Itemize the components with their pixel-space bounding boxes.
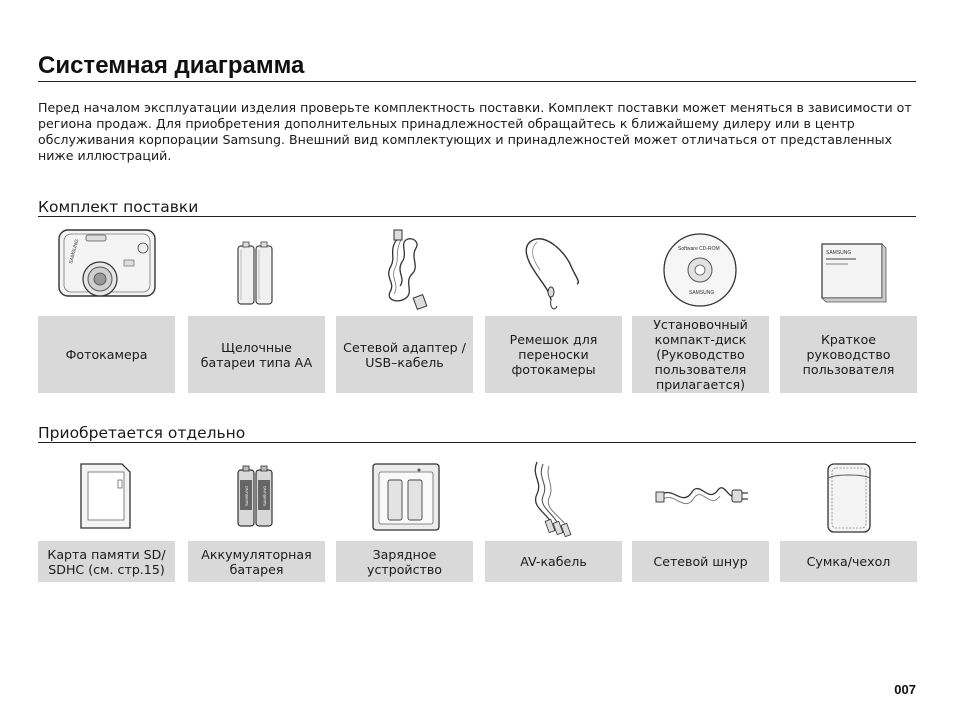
charger-icon (336, 456, 473, 544)
battery-brand-text-1: SAMSUNG (244, 485, 249, 506)
av-cable-icon (485, 456, 622, 544)
label-case: Сумка/чехол (780, 541, 917, 582)
label-av-cable: AV-кабель (485, 541, 622, 582)
strap-icon (485, 226, 622, 314)
included-divider (38, 216, 916, 217)
label-power-cord: Сетевой шнур (632, 541, 769, 582)
camera-icon (38, 226, 175, 314)
batteries-icon (188, 226, 325, 314)
label-quick-guide: Краткое руководство пользователя (780, 316, 917, 393)
label-strap: Ремешок для переноски фотокамеры (485, 316, 622, 393)
quick-guide-icon (780, 226, 917, 314)
power-cord-icon (632, 456, 769, 544)
label-batteries: Щелочные батареи типа AA (188, 316, 325, 393)
camera-brand-text: SAMSUNG (68, 238, 81, 265)
optional-divider (38, 442, 916, 443)
label-rechargeable-battery: Аккумуляторная батарея (188, 541, 325, 582)
case-icon (780, 456, 917, 544)
intro-paragraph: Перед началом эксплуатации изделия проверьте комплектность поставки. Комплект поставки может меняться в зависимости от региона продаж. Для приобретения дополнительных принадлежностей обращайтесь к ближайшему дилеру или в центр обслуживания корпорации Samsung. Внешний вид комплектующих и принадлежностей может отличаться от представленных ниже иллюстраций. (38, 100, 912, 163)
optional-heading: Приобретается отдельно (38, 424, 246, 442)
label-sd-card: Карта памяти SD/ SDHC (см. стр.15) (38, 541, 175, 582)
label-usb-cable: Сетевой адаптер / USB–кабель (336, 316, 473, 393)
guide-brand-text: SAMSUNG (826, 250, 852, 256)
title-divider (38, 81, 916, 82)
page-number: 007 (894, 682, 916, 697)
battery-brand-text-2: SAMSUNG (262, 485, 267, 506)
label-charger: Зарядное устройство (336, 541, 473, 582)
included-heading: Комплект поставки (38, 198, 199, 216)
cd-title-text: Software CD-ROM (678, 246, 720, 252)
cd-brand-text: SAMSUNG (689, 290, 715, 296)
cd-rom-icon (632, 226, 769, 314)
usb-cable-icon (336, 226, 473, 314)
page-title: Системная диаграмма (38, 52, 305, 79)
label-camera: Фотокамера (38, 316, 175, 393)
sd-card-icon (38, 456, 175, 544)
rechargeable-battery-icon (188, 456, 325, 544)
label-cd-rom: Установочный компакт-диск (Руководство пользователя прилагается) (632, 316, 769, 393)
